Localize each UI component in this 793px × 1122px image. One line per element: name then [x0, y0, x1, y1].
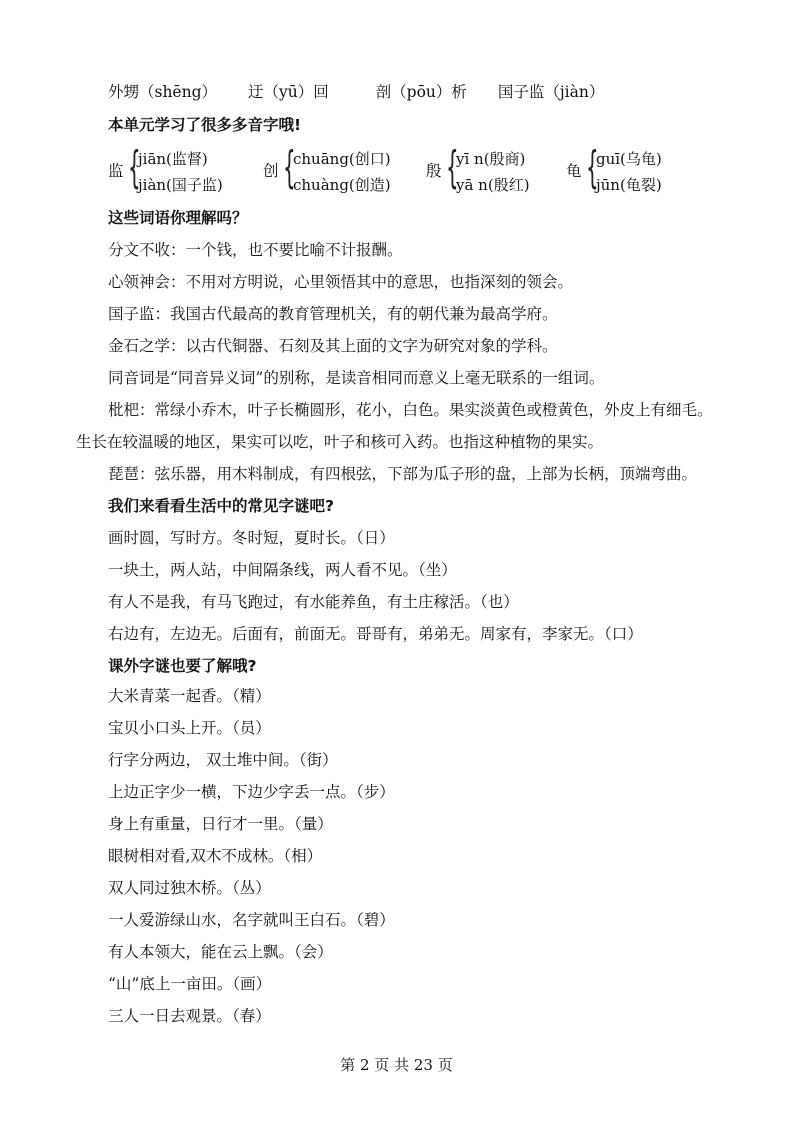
heading-riddles: 我们来看看生活中的常见字谜吧?	[108, 497, 334, 515]
polyphone-char: 殷	[426, 162, 442, 180]
polyphone-char: 监	[108, 162, 124, 180]
brace-icon: {	[446, 142, 459, 193]
riddle: 一块土，两人站，中间隔条线，两人看不见。（坐）	[108, 561, 457, 579]
riddle: 右边有，左边无。后面有，前面无。哥哥有，弟弟无。周家有，李家无。（口）	[108, 625, 643, 643]
extra-riddle: 上边正字少一横，下边少字丢一点。（步）	[108, 783, 395, 801]
brace-icon: {	[283, 142, 296, 193]
extra-riddle: 大米青菜一起香。（精）	[108, 687, 271, 705]
heading-extra-riddles: 课外字谜也要了解哦?	[108, 657, 257, 675]
reading-1: chuāng(创口)	[293, 150, 391, 168]
word-definition-continued: 生长在较温暖的地区，果实可以吃，叶子和核可入药。也指这种植物的果实。	[76, 433, 604, 451]
extra-riddle: 宝贝小口头上开。（员）	[108, 719, 271, 737]
word-definition: 分文不收：一个钱，也不要比喻不计报酬。	[108, 241, 403, 259]
page-footer: 第 2 页 共 23 页	[340, 1056, 453, 1074]
riddle: 有人不是我，有马飞跑过，有水能养鱼，有土庄稼活。（也）	[108, 593, 519, 611]
pinyin-line	[108, 82, 630, 102]
polyphone-char: 龟	[566, 162, 582, 180]
extra-riddle: 双人同过独木桥。（丛）	[108, 879, 271, 897]
polyphone-row	[108, 142, 708, 195]
heading-words: 这些词语你理解吗？	[108, 209, 248, 227]
reading-1: jiān(监督)	[138, 150, 208, 168]
polyphone-char: 创	[263, 162, 279, 180]
reading-2: jiàn(国子监)	[138, 176, 223, 194]
heading-polyphones: 本单元学习了很多多音字哦!	[108, 116, 302, 134]
brace-icon: {	[586, 142, 599, 193]
pinyin-item: 外甥（shēng）	[108, 83, 218, 101]
reading-1: guī(乌龟)	[596, 150, 662, 168]
extra-riddle: 行字分两边， 双土堆中间。（街）	[108, 751, 338, 769]
extra-riddle: 眼树相对看,双木不成林。（相）	[108, 847, 323, 865]
riddle: 画时圆，写时方。冬时短，夏时长。（日）	[108, 529, 395, 547]
reading-2: jūn(龟裂)	[596, 176, 662, 194]
extra-riddle: 一人爱游绿山水，名字就叫王白石。（碧）	[108, 911, 395, 929]
word-definition: 心领神会：不用对方明说，心里领悟其中的意思，也指深刻的领会。	[108, 273, 574, 291]
word-definition: 同音词是“同音异义词”的别称，是读音相同而意义上毫无联系的一组词。	[108, 369, 605, 387]
reading-2: yā n(殷红)	[456, 176, 530, 194]
extra-riddle: “山”底上一亩田。（画）	[108, 975, 272, 993]
word-definition: 国子监：我国古代最高的教育管理机关，有的朝代兼为最高学府。	[108, 305, 558, 323]
word-definition: 金石之学：以古代铜器、石刻及其上面的文字为研究对象的学科。	[108, 337, 558, 355]
extra-riddle: 有人本领大，能在云上飘。（会）	[108, 943, 333, 961]
extra-riddle: 三人一日去观景。（春）	[108, 1007, 271, 1025]
reading-1: yī n(殷商)	[456, 150, 526, 168]
pinyin-item: 国子监（jiàn）	[497, 83, 605, 101]
brace-icon: {	[128, 142, 141, 193]
reading-2: chuàng(创造)	[293, 176, 391, 194]
pinyin-item: 迂（yū）回	[247, 83, 329, 101]
word-definition: 枇杷：常绿小乔木，叶子长椭圆形，花小，白色。果实淡黄色或橙黄色，外皮上有细毛。	[108, 401, 713, 419]
word-definition: 琵琶：弦乐器，用木料制成，有四根弦，下部为瓜子形的盘，上部为长柄，顶端弯曲。	[108, 465, 698, 483]
pinyin-item: 剖（pōu）析	[375, 83, 467, 101]
extra-riddle: 身上有重量，日行才一里。（量）	[108, 815, 333, 833]
